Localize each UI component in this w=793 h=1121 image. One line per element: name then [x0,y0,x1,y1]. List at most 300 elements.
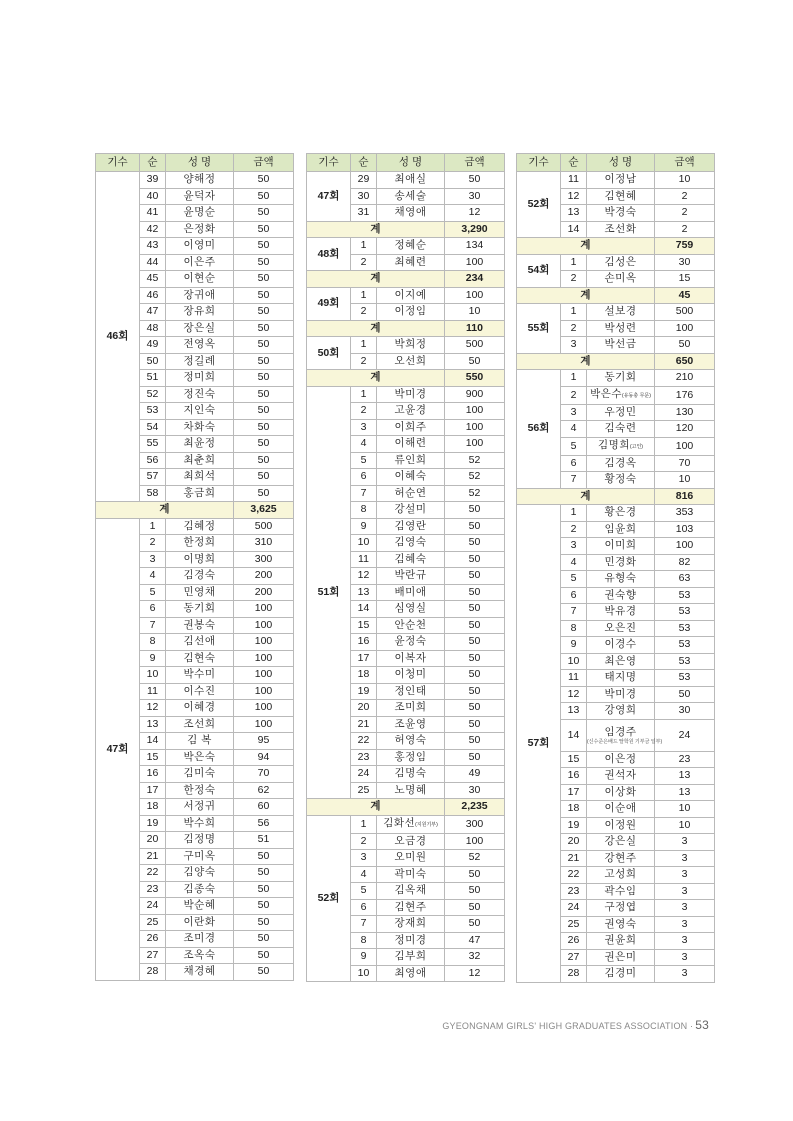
donor-name: 박미경 [377,386,445,403]
class-year: 51회 [307,386,351,799]
row-number: 56 [140,452,166,469]
donation-amount: 100 [655,538,715,555]
donation-amount: 50 [234,403,294,420]
donor-name: 동기회 [587,370,655,387]
donor-name: 민영채 [166,584,234,601]
row-number: 25 [140,914,166,931]
row-number: 1 [561,304,587,321]
donor-name: 이미희 [587,538,655,555]
donor-name: 김정명 [166,832,234,849]
donation-amount: 51 [234,832,294,849]
donation-amount: 100 [234,667,294,684]
total-amount: 550 [445,370,505,387]
row-number: 9 [351,949,377,966]
donation-amount: 500 [445,337,505,354]
table-row [517,254,715,271]
header-name: 성 명 [587,154,655,172]
donation-amount: 100 [445,419,505,436]
donor-name: 홍정임 [377,749,445,766]
donor-name: 김영란 [377,518,445,535]
row-number: 8 [351,932,377,949]
name-note: (고인) [629,443,643,450]
donation-amount: 100 [234,601,294,618]
row-number: 27 [561,949,587,966]
row-number: 7 [351,916,377,933]
donor-name: 박경숙 [587,205,655,222]
row-number: 12 [351,568,377,585]
donation-amount: 13 [655,784,715,801]
donation-amount: 50 [234,254,294,271]
row-number: 1 [561,254,587,271]
donation-amount: 63 [655,571,715,588]
donation-amount: 2 [655,188,715,205]
row-number: 6 [351,469,377,486]
row-number: 4 [351,866,377,883]
row-number: 25 [561,916,587,933]
donation-amount: 13 [655,768,715,785]
row-number: 3 [140,551,166,568]
row-number: 44 [140,254,166,271]
header-amount: 금액 [234,154,294,172]
total-row [517,287,715,304]
row-number: 2 [561,521,587,538]
donation-amount: 70 [655,455,715,472]
donation-amount: 52 [445,850,505,867]
donation-amount: 300 [445,815,505,833]
donation-amount: 50 [445,916,505,933]
row-number: 19 [561,817,587,834]
donor-name: 박성련 [587,320,655,337]
donor-name: 조옥숙 [166,947,234,964]
donation-amount: 50 [445,502,505,519]
donor-name: 김현혜 [587,188,655,205]
donor-name: 이란화 [166,914,234,931]
row-number: 45 [140,271,166,288]
row-number: 55 [140,436,166,453]
header-name: 성 명 [377,154,445,172]
name-note: (유동충 무문) [622,392,651,399]
total-row [307,320,505,337]
donor-name: 우정민 [587,404,655,421]
donor-name: 권영숙 [587,916,655,933]
donation-amount: 100 [445,254,505,271]
donation-amount: 50 [655,337,715,354]
donation-amount: 12 [445,965,505,982]
donation-amount: 50 [234,304,294,321]
row-number: 11 [561,670,587,687]
donor-name: 곽수임 [587,883,655,900]
donation-amount: 53 [655,653,715,670]
row-number: 5 [561,571,587,588]
row-number: 14 [140,733,166,750]
row-number: 50 [140,353,166,370]
donation-amount: 50 [234,898,294,915]
row-number: 19 [140,815,166,832]
donation-amount: 53 [655,587,715,604]
donor-name: 이순애 [587,801,655,818]
donation-amount: 50 [445,551,505,568]
class-year: 57회 [517,505,561,983]
row-number: 1 [351,386,377,403]
row-number: 1 [140,518,166,535]
donor-name: 윤덕자 [166,188,234,205]
donation-amount: 50 [445,601,505,618]
donor-name: 김 복 [166,733,234,750]
donation-amount: 30 [445,188,505,205]
donation-amount: 50 [234,419,294,436]
donor-name: 지인숙 [166,403,234,420]
row-number: 10 [140,667,166,684]
total-amount: 2,235 [445,799,505,816]
donation-amount: 300 [234,551,294,568]
donation-amount: 70 [234,766,294,783]
row-number: 7 [561,604,587,621]
donation-amount: 50 [234,964,294,981]
donation-amount: 50 [234,881,294,898]
donor-name: 김혜정 [166,518,234,535]
row-number: 17 [140,782,166,799]
donation-amount: 353 [655,505,715,522]
row-number: 53 [140,403,166,420]
donor-name: 권석자 [587,768,655,785]
row-number: 10 [561,653,587,670]
donation-amount: 100 [234,650,294,667]
row-number: 2 [561,386,587,404]
donor-name: 조미희 [377,700,445,717]
class-year: 52회 [307,815,351,982]
row-number: 23 [140,881,166,898]
donor-name: 이상화 [587,784,655,801]
donation-amount: 50 [234,320,294,337]
donor-name: 장유희 [166,304,234,321]
donation-amount: 10 [445,304,505,321]
donor-name: 조미경 [166,931,234,948]
total-amount: 650 [655,353,715,370]
donation-amount: 50 [445,700,505,717]
row-number: 1 [351,815,377,833]
donor-name: 박유경 [587,604,655,621]
donation-amount: 53 [655,604,715,621]
donor-name: 심영실 [377,601,445,618]
donation-amount: 50 [445,899,505,916]
row-number: 2 [351,353,377,370]
donor-name: 이해련 [377,436,445,453]
donor-name: 정혜순 [377,238,445,255]
row-number: 21 [351,716,377,733]
row-number: 6 [561,455,587,472]
donor-name: 강은실 [587,834,655,851]
row-number: 12 [561,188,587,205]
table-row [307,287,505,304]
donor-name: 이혜경 [166,700,234,717]
donor-name: 최애실 [377,172,445,189]
donor-name: 이명희 [166,551,234,568]
donation-amount: 50 [655,686,715,703]
row-number: 12 [140,700,166,717]
row-number: 8 [351,502,377,519]
donation-amount: 100 [445,833,505,850]
donor-name: 김현숙 [166,650,234,667]
row-number: 10 [351,535,377,552]
row-number: 43 [140,238,166,255]
row-number: 26 [561,933,587,950]
donation-amount: 100 [655,437,715,455]
donor-name: 정인태 [377,683,445,700]
total-label: 계 [307,221,445,238]
donation-amount: 30 [445,782,505,799]
donor-name: 민경화 [587,554,655,571]
donor-name: 박수희 [166,815,234,832]
donor-name: 이정원 [587,817,655,834]
donation-amount: 50 [234,221,294,238]
donor-name: 김명숙 [377,766,445,783]
donor-name: 이정임 [377,304,445,321]
row-number: 58 [140,485,166,502]
table-row [307,386,505,403]
row-number: 20 [351,700,377,717]
row-number: 52 [140,386,166,403]
donor-name: 황은경 [587,505,655,522]
row-number: 5 [351,452,377,469]
class-year: 50회 [307,337,351,370]
donation-amount: 3 [655,900,715,917]
donation-amount: 100 [655,320,715,337]
row-number: 4 [561,554,587,571]
row-number: 4 [140,568,166,585]
donation-amount: 50 [234,947,294,964]
donor-name: 이지예 [377,287,445,304]
donation-amount: 50 [234,914,294,931]
donation-amount: 94 [234,749,294,766]
donor-name: 김양숙 [166,865,234,882]
row-number: 24 [561,900,587,917]
donation-amount: 95 [234,733,294,750]
row-number: 16 [561,768,587,785]
donation-amount: 50 [234,271,294,288]
donation-amount: 50 [234,931,294,948]
donor-name: 최혜련 [377,254,445,271]
row-number: 1 [351,238,377,255]
row-number: 28 [561,966,587,983]
donation-amount: 60 [234,799,294,816]
table-row [307,172,505,189]
donor-name: 박선금 [587,337,655,354]
donation-amount: 50 [445,667,505,684]
row-number: 46 [140,287,166,304]
donation-amount: 53 [655,670,715,687]
donor-name: 이혜숙 [377,469,445,486]
row-number: 22 [140,865,166,882]
donor-name: 박란규 [377,568,445,585]
donor-name: 이정남 [587,172,655,189]
row-number: 28 [140,964,166,981]
header-kisu: 기수 [307,154,351,172]
donor-name: 김경옥 [587,455,655,472]
donor-name: 이복자 [377,650,445,667]
donor-name: 손미옥 [587,271,655,288]
donor-name: 김선애 [166,634,234,651]
row-number: 2 [351,254,377,271]
donation-amount: 30 [655,254,715,271]
class-year: 56회 [517,370,561,489]
donation-amount: 50 [234,452,294,469]
row-number: 40 [140,188,166,205]
row-number: 7 [561,472,587,489]
donation-amount: 500 [655,304,715,321]
donor-name: 설보경 [587,304,655,321]
row-number: 39 [140,172,166,189]
donor-name: 은정화 [166,221,234,238]
donation-amount: 10 [655,801,715,818]
footer-text: GYEONGNAM GIRLS' HIGH GRADUATES ASSOCIATION · [442,1021,694,1031]
donation-amount: 210 [655,370,715,387]
name-note: (신수준은배드 딸학원 기부금 일부) [587,738,663,745]
donor-name: 홍금희 [166,485,234,502]
row-number: 14 [561,719,587,751]
row-number: 54 [140,419,166,436]
table-row [307,337,505,354]
donor-name: 정길례 [166,353,234,370]
donor-name: 최춘희 [166,452,234,469]
donation-amount: 50 [234,238,294,255]
donation-amount: 10 [655,817,715,834]
header-row [96,154,294,172]
total-label: 계 [517,238,655,255]
donation-amount: 3 [655,883,715,900]
donor-name: 김영숙 [377,535,445,552]
row-number: 12 [561,686,587,703]
donor-name: 김성은 [587,254,655,271]
donor-name: 채영애 [377,205,445,222]
table-row [96,518,294,535]
row-number: 9 [140,650,166,667]
donation-amount: 10 [655,172,715,189]
donation-amount: 50 [445,749,505,766]
donation-amount: 100 [445,436,505,453]
donor-name: 박희정 [377,337,445,354]
donor-name: 박미경 [587,686,655,703]
row-number: 18 [561,801,587,818]
total-amount: 759 [655,238,715,255]
donation-amount: 50 [234,370,294,387]
page-number: 53 [695,1018,709,1032]
total-row [307,799,505,816]
total-row [307,271,505,288]
row-number: 7 [351,485,377,502]
row-number: 5 [140,584,166,601]
donation-amount: 100 [445,403,505,420]
row-number: 8 [561,620,587,637]
donation-amount: 130 [655,404,715,421]
row-number: 21 [140,848,166,865]
class-year: 49회 [307,287,351,320]
donation-amount: 3 [655,916,715,933]
donor-name: 배미애 [377,584,445,601]
donation-amount: 200 [234,584,294,601]
donor-name: 유형숙 [587,571,655,588]
row-number: 3 [351,419,377,436]
donor-name: 정진숙 [166,386,234,403]
donation-amount: 15 [655,271,715,288]
donation-amount: 50 [234,353,294,370]
donor-table-2 [306,153,505,982]
donor-name: 안순천 [377,617,445,634]
row-number: 14 [351,601,377,618]
header-row [307,154,505,172]
total-row [307,221,505,238]
donor-name: 김종숙 [166,881,234,898]
donation-amount: 52 [445,452,505,469]
donor-name: 권봉숙 [166,617,234,634]
donor-name: 임경주 (신수준은배드 딸학원 기부금 일부) [587,719,655,751]
donation-amount: 3 [655,949,715,966]
donor-name: 김옥채 [377,883,445,900]
donation-amount: 56 [234,815,294,832]
total-amount: 816 [655,488,715,505]
donor-name: 차화숙 [166,419,234,436]
donor-name: 전영옥 [166,337,234,354]
donor-name: 이수진 [166,683,234,700]
donor-name: 박은숙 [166,749,234,766]
donation-amount: 53 [655,620,715,637]
row-number: 6 [351,899,377,916]
donor-name: 윤정숙 [377,634,445,651]
donation-amount: 120 [655,421,715,438]
donation-amount: 50 [445,353,505,370]
donor-name: 서정귀 [166,799,234,816]
row-number: 47 [140,304,166,321]
row-number: 22 [561,867,587,884]
row-number: 15 [561,751,587,768]
row-number: 3 [561,337,587,354]
donation-amount: 50 [234,865,294,882]
donor-name: 이청미 [377,667,445,684]
row-number: 5 [561,437,587,455]
row-number: 17 [561,784,587,801]
row-number: 14 [561,221,587,238]
row-number: 13 [140,716,166,733]
row-number: 1 [351,287,377,304]
row-number: 27 [140,947,166,964]
total-label: 계 [517,488,655,505]
total-amount: 45 [655,287,715,304]
row-number: 2 [561,320,587,337]
table-row [517,370,715,387]
total-row [517,238,715,255]
donor-name: 이은주 [166,254,234,271]
class-year: 47회 [307,172,351,222]
donor-table-1 [95,153,294,981]
donation-amount: 50 [234,337,294,354]
row-number: 16 [140,766,166,783]
donation-amount: 50 [445,650,505,667]
row-number: 13 [561,205,587,222]
row-number: 41 [140,205,166,222]
donor-name: 노명혜 [377,782,445,799]
donation-amount: 200 [234,568,294,585]
donor-name: 김숙련 [587,421,655,438]
row-number: 18 [351,667,377,684]
donor-name: 이은정 [587,751,655,768]
donation-amount: 3 [655,933,715,950]
row-number: 1 [351,337,377,354]
class-year: 47회 [96,518,140,980]
donation-amount: 50 [234,386,294,403]
donor-name: 박수미 [166,667,234,684]
donor-name: 허영숙 [377,733,445,750]
donor-name: 채경혜 [166,964,234,981]
donation-amount: 82 [655,554,715,571]
